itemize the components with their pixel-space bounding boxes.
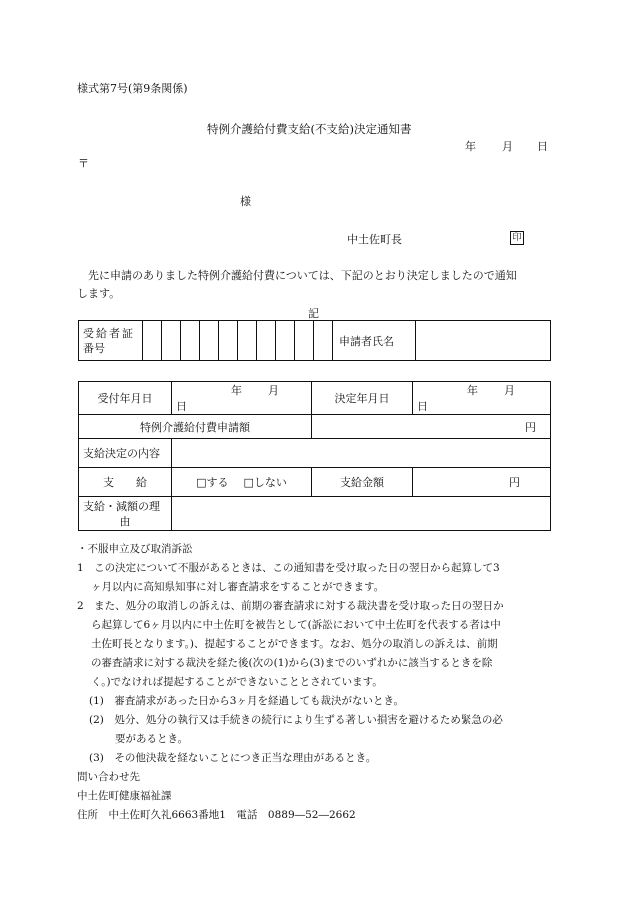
yen-label: 円 [509,476,520,489]
year-label: 年 [231,384,242,397]
decision-table [78,381,551,531]
form-number: 様式第7号(第9条関係) [77,82,188,95]
digit-cell[interactable] [238,321,257,361]
certificate-table [78,320,551,361]
payment-options [172,468,312,497]
note-item-1 [77,559,555,597]
amount-label: 特例介護給付費申請額 [79,415,312,439]
payment-amount-label: 支給金額 [312,468,413,497]
note-line: く。)でなければ提起することができないこととされています。 [91,676,383,688]
certificate-label [79,321,143,361]
digit-cell[interactable] [162,321,181,361]
note-line: 土佐町長となります。)、提起することができます。なお、処分の取消しの訴えは、前期 [91,638,498,650]
digit-cell[interactable] [314,321,333,361]
paragraph-line: 先に申請のありました特例介護給付費については、下記のとおり決定しましたので通知 [88,269,517,282]
paragraph-line: します。 [77,287,121,300]
recipient-sama: 様 [240,195,251,208]
payment-amount-field[interactable] [413,468,551,497]
contact-department: 中土佐町健康福祉課 [77,790,172,802]
appeal-notes [77,540,555,768]
digit-cell[interactable] [295,321,314,361]
reason-field[interactable] [172,497,551,531]
mayor-name: 中土佐町長 [347,233,402,246]
postal-mark: 〒 [78,157,89,170]
label-line: 由 [119,514,131,528]
contact-heading: 問い合わせ先 [77,771,140,783]
note-item-2 [77,597,555,692]
option-do-checkbox[interactable]: □する [196,476,229,489]
digit-cell[interactable] [143,321,162,361]
content-field[interactable] [172,439,551,468]
year-label: 年 [467,384,478,397]
digit-cell[interactable] [219,321,238,361]
body-paragraph [77,267,517,303]
sub-item-1: (1) 審査請求があった日から3ヶ月を経過しても裁決がないとき。 [89,695,405,707]
applicant-name-label: 申請者氏名 [333,321,416,361]
digit-cell[interactable] [257,321,276,361]
content-label: 支給決定の内容 [79,439,172,468]
sub-item-3: (3) その他決裁を経ないことにつき正当な理由があるとき。 [89,752,377,764]
receipt-date-label: 受付年月日 [79,382,172,415]
note-line: 要があるとき。 [115,733,189,745]
payment-label: 支 給 [79,468,172,497]
note-line: (2) 処分、処分の執行又は手続きの続行により生ずる著しい損害を避けるため緊急の必 [89,714,503,726]
contact-block [77,768,356,825]
month-label: 月 [504,384,515,397]
note-line: 2 また、処分の取消しの訴えは、前期の審査請求に対する裁決書を受け取った日の翌日か [77,600,504,612]
date-day: 日 [537,140,548,153]
amount-field[interactable] [312,415,551,439]
label-line: 番号 [83,341,105,355]
document-title: 特例介護給付費支給(不支給)決定通知書 [207,122,412,136]
date-month: 月 [502,140,513,153]
digit-cell[interactable] [200,321,219,361]
option-dont-checkbox[interactable]: □しない [243,476,287,489]
decision-date-label: 決定年月日 [312,382,413,415]
yen-label: 円 [525,420,536,434]
applicant-name-field[interactable] [416,321,551,361]
digit-cell[interactable] [181,321,200,361]
decision-date-field[interactable] [413,382,551,415]
digit-cell[interactable] [276,321,295,361]
day-label: 日 [176,400,187,413]
sub-item-2 [77,711,555,749]
label-line: 支給・減額の理 [83,499,160,513]
ki-marker: 記 [308,307,319,320]
day-label: 日 [417,400,428,413]
note-line: の審査請求に対する裁決を経た後(次の(1)から(3)までのいずれかに該当するときを除 [91,657,493,669]
note-line: ら起算して6ヶ月以内に中土佐町を被告として(訴訟において中土佐町を代表する者は中 [91,619,501,631]
notes-heading: ・不服申立及び取消訴訟 [77,543,193,555]
seal-stamp: 印 [510,230,524,245]
reason-label [79,497,172,531]
label-line: 受給者証 [83,326,135,340]
note-line: 1 この決定について不服があるときは、この通知書を受け取った日の翌日から起算して3 [77,562,500,574]
contact-address: 住所 中土佐町久礼6663番地1 電話 0889―52―2662 [77,809,356,821]
month-label: 月 [268,384,279,397]
date-year: 年 [465,140,476,153]
note-line: ヶ月以内に高知県知事に対し審査請求をすることができます。 [91,581,385,593]
receipt-date-field[interactable] [172,382,312,415]
